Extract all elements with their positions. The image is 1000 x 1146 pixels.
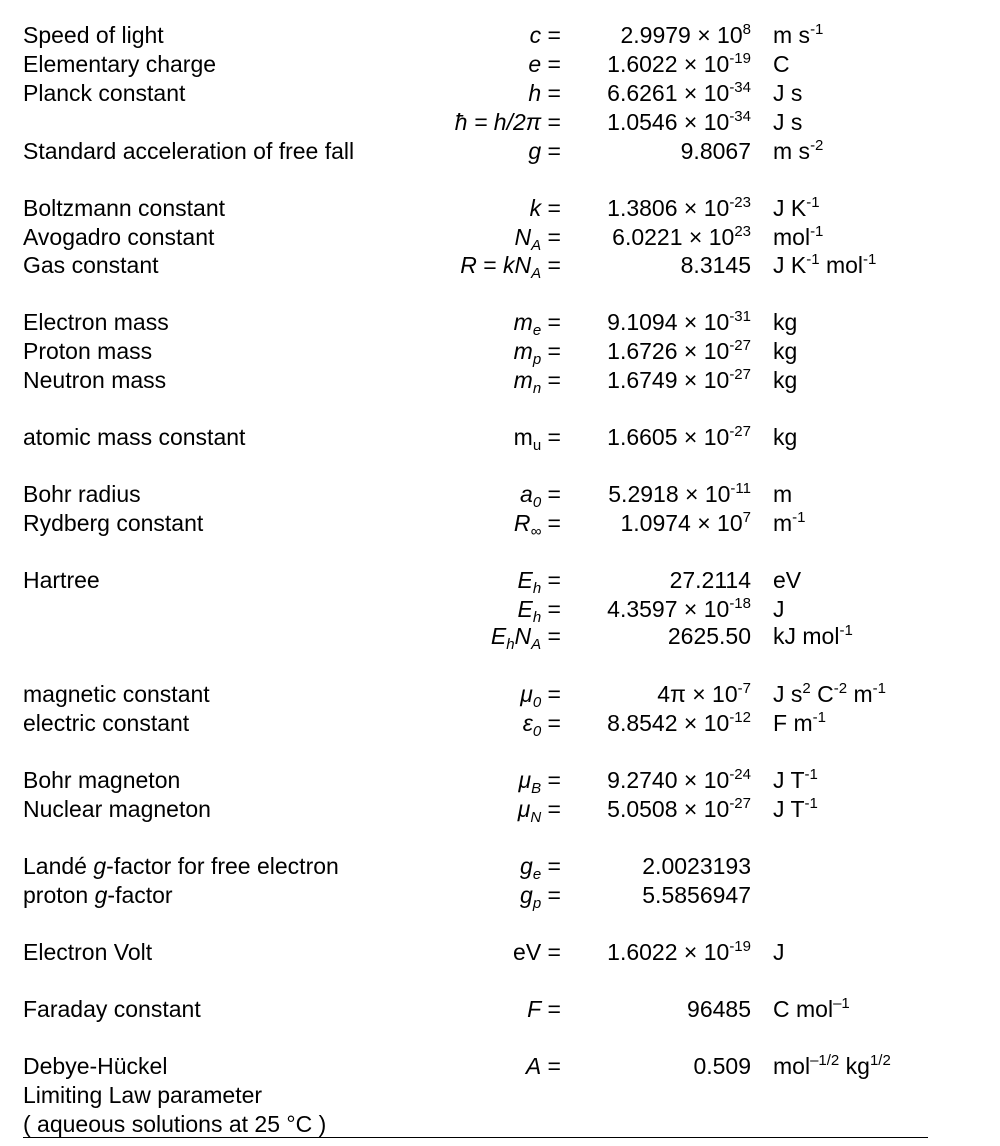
constant-name: Elementary charge [23, 51, 217, 77]
constant-symbol: $a_0$ = [520, 481, 561, 511]
constant-row [0, 622, 1000, 651]
constant-name: Neutron mass [23, 367, 167, 393]
constant-symbol: k = [529, 195, 561, 221]
constant-row [0, 21, 1000, 50]
constant-value: 8.3145 [680, 252, 751, 278]
constant-name: Electron mass [23, 309, 169, 335]
constant-value: $1.6726 \times 10^{-27}$ [607, 337, 751, 364]
constant-symbol: $\mu_B$ = [518, 767, 561, 797]
constant-unit: J $K^{-1}$ [773, 194, 820, 221]
constant-row [0, 566, 1000, 595]
constant-name: Standard acceleration of free fall [23, 138, 355, 164]
constant-value: $6.6261 \times 10^{-34}$ [607, 79, 751, 106]
constant-row [0, 595, 1000, 624]
constant-symbol: $\mu_N$ = [517, 796, 561, 826]
constant-value: $9.2740 \times 10^{-24}$ [607, 766, 751, 793]
constant-name: atomic mass constant [23, 424, 246, 450]
constant-unit: kg [773, 367, 798, 393]
constant-row [0, 79, 1000, 108]
constant-value: 9.8067 [680, 138, 751, 164]
constant-row [0, 852, 1000, 881]
constant-symbol: $m_n$ = [513, 367, 561, 397]
constant-symbol: $m_e$ = [513, 309, 561, 339]
constant-name: proton g-factor [23, 882, 173, 908]
constant-unit: J [773, 939, 785, 965]
constant-unit: mol$^{-1}$ [773, 223, 824, 250]
constant-row [0, 995, 1000, 1024]
constant-value: 2625.50 [667, 623, 751, 649]
constant-value: $9.1094 \times 10^{-31}$ [607, 308, 751, 335]
constant-value: $1.0974 \times 10^7$ [620, 509, 751, 536]
constant-unit: J s [773, 80, 803, 106]
constant-name: Rydberg constant [23, 510, 204, 536]
constant-row [0, 337, 1000, 366]
constant-unit: m $s^{-2}$ [773, 137, 824, 164]
constant-value: $6.0221 \times 10^{23}$ [612, 223, 751, 250]
constant-unit: m $s^{-1}$ [773, 21, 824, 48]
constant-symbol: g = [528, 138, 561, 164]
constant-symbol: F = [527, 996, 561, 1022]
constant-unit: kg [773, 338, 798, 364]
constant-symbol: $E_h$ = [517, 567, 561, 597]
constant-value: $8.8542 \times 10^{-12}$ [607, 709, 751, 736]
constant-row [0, 881, 1000, 910]
constant-name: magnetic constant [23, 681, 210, 707]
constant-unit: kg [773, 424, 798, 450]
constant-unit: J $K^{-1}$ mol$^{-1}$ [773, 251, 877, 278]
constant-symbol: $\mu_0$ = [520, 681, 561, 711]
constant-unit: J [773, 596, 785, 622]
constant-unit: C mol$^{-1}$ [773, 995, 850, 1022]
constant-unit: F $m^{-1}$ [773, 709, 826, 736]
constant-row [0, 938, 1000, 967]
constant-value: 5.5856947 [642, 882, 751, 908]
constant-unit: $m^{-1}$ [773, 509, 806, 536]
constant-name: Hartree [23, 567, 100, 593]
constant-symbol: A = [525, 1053, 561, 1079]
constant-symbol: e = [528, 51, 561, 77]
constant-value: $4\pi \times 10^{-7}$ [657, 680, 751, 707]
constant-row [0, 194, 1000, 223]
constant-symbol: h = [528, 80, 561, 106]
constant-row [0, 423, 1000, 452]
constant-value: $4.3597 \times 10^{-18}$ [607, 595, 751, 622]
constant-value: $1.0546 \times 10^{-34}$ [607, 108, 751, 135]
constant-name: Faraday constant [23, 996, 201, 1022]
constant-unit: eV [773, 567, 802, 593]
constant-value: 0.509 [693, 1053, 751, 1079]
constant-symbol: $\varepsilon_0$ = [522, 710, 561, 740]
constant-value: $1.6749 \times 10^{-27}$ [607, 366, 751, 393]
constant-name: electric constant [23, 710, 190, 736]
constant-value: $1.6022 \times 10^{-19}$ [607, 50, 751, 77]
constant-value: $5.2918 \times 10^{-11}$ [608, 480, 751, 507]
constant-name: Electron Volt [23, 939, 153, 965]
constant-name: Avogadro constant [23, 224, 215, 250]
constant-symbol: c = [529, 22, 561, 48]
constant-name: Planck constant [23, 80, 186, 106]
constant-unit: J s [773, 109, 803, 135]
constant-value: $5.0508 \times 10^{-27}$ [607, 795, 751, 822]
constant-name: Limiting Law parameter [23, 1082, 263, 1108]
constant-value: 2.0023193 [642, 853, 751, 879]
constant-symbol: $E_h$ = [517, 596, 561, 626]
constant-symbol: $m_u$ = [513, 424, 561, 454]
constant-value: 96485 [687, 996, 751, 1022]
constant-value: 27.2114 [669, 567, 751, 593]
constant-value: $1.6605 \times 10^{-27}$ [607, 423, 751, 450]
constant-name: Bohr radius [23, 481, 141, 507]
constant-unit: mol$^{-1/2}$ $kg^{1/2}$ [773, 1052, 891, 1079]
bottom-rule [23, 1137, 928, 1138]
constant-row [0, 1052, 1000, 1081]
constant-row [0, 366, 1000, 395]
constant-name: Speed of light [23, 22, 164, 48]
constant-row [0, 50, 1000, 79]
constant-value: $1.6022 \times 10^{-19}$ [607, 938, 751, 965]
constant-row [0, 308, 1000, 337]
constant-symbol: $g_p$ = [520, 882, 561, 912]
constant-row [0, 480, 1000, 509]
constant-row [0, 680, 1000, 709]
constant-symbol: $R = kN_A$ = [460, 252, 561, 282]
constant-unit: J $s^2$ $C^{-2}$ $m^{-1}$ [773, 680, 886, 707]
constant-row [0, 251, 1000, 280]
constant-row [0, 509, 1000, 538]
constant-name: ( aqueous solutions at 25 °C ) [23, 1111, 327, 1137]
constant-name: Landé g-factor for free electron [23, 853, 339, 879]
constant-symbol: $N_A$ = [514, 224, 561, 254]
constant-value: $2.9979 \times 10^8$ [620, 21, 751, 48]
constant-row [0, 137, 1000, 166]
constant-unit: C [773, 51, 790, 77]
constant-row [0, 709, 1000, 738]
constant-name: Proton mass [23, 338, 153, 364]
constant-name: Debye-Hückel [23, 1053, 168, 1079]
constant-symbol: $R_\infty$ = [513, 510, 561, 540]
constant-unit: J $T^{-1}$ [773, 795, 818, 822]
constant-unit: m [773, 481, 793, 507]
constant-symbol: ħ = h/2π = [454, 109, 561, 135]
constant-unit: J $T^{-1}$ [773, 766, 818, 793]
constant-symbol: $E_hN_A$ = [490, 623, 561, 653]
constant-symbol: $g_e$ = [520, 853, 561, 883]
constant-unit: kJ mol$^{-1}$ [773, 622, 853, 649]
constant-row [0, 766, 1000, 795]
constant-row [0, 108, 1000, 137]
constant-row [0, 223, 1000, 252]
constant-name: Bohr magneton [23, 767, 181, 793]
constant-name: Gas constant [23, 252, 159, 278]
constant-value: $1.3806 \times 10^{-23}$ [607, 194, 751, 221]
constant-name: Boltzmann constant [23, 195, 226, 221]
constant-unit: kg [773, 309, 798, 335]
constant-name: Nuclear magneton [23, 796, 211, 822]
constant-row [0, 1110, 1000, 1139]
constant-row [0, 795, 1000, 824]
constant-symbol: $m_p$ = [513, 338, 561, 368]
constant-row [0, 1081, 1000, 1110]
constant-symbol: eV = [513, 939, 561, 965]
